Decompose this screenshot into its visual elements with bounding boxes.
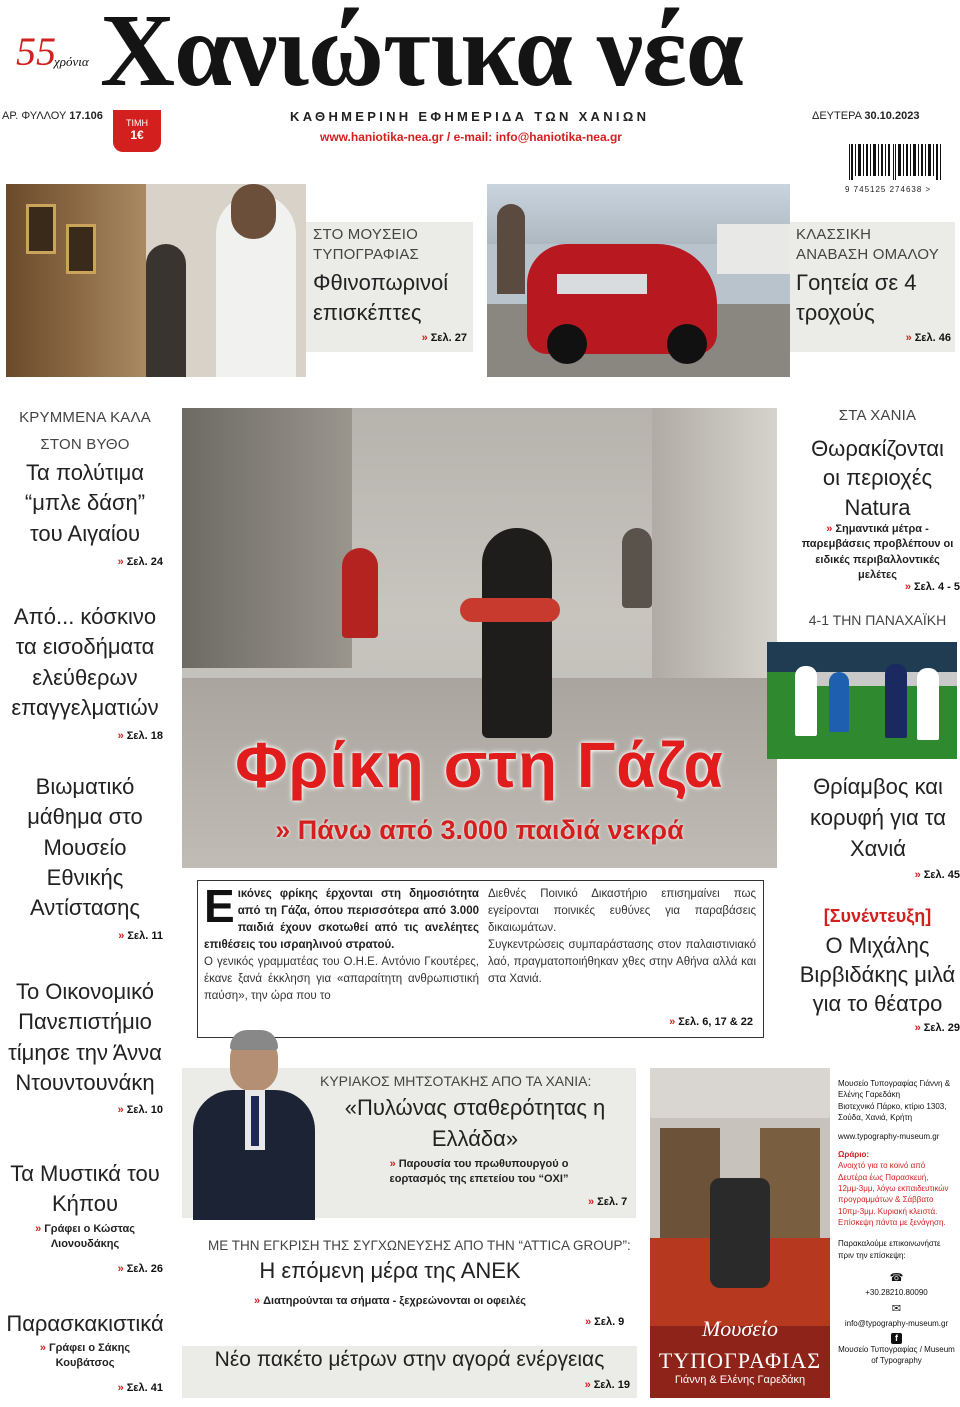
natura-story[interactable] [795, 405, 960, 595]
energy-ref: » Σελ. 19 [584, 1379, 630, 1391]
gaza-article-box[interactable] [197, 880, 764, 1038]
pm-sub: » Παρουσία του πρωθυπουργού ο εορτασμός της επετείου του “ΟΧΙ” [389, 1158, 569, 1186]
anek-sub: » Διατηρούνται τα σήματα - ξεχρεώνονται οι οφειλές [254, 1295, 526, 1307]
gaza-col-2 [488, 886, 756, 988]
freelancers-ref: » Σελ. 18 [117, 730, 163, 742]
barcode-digits: 9 745125 274638 > [845, 185, 932, 194]
university-headline: Το Οικονομικό Πανεπιστήμιο τίμησε την Άννα Ντουντουνάκη [8, 979, 162, 1096]
ad-name: Μουσείο Τυπογραφίας Γιάννη & Ελένης Γαρεδάκη [838, 1079, 951, 1100]
gaza-col-1 [204, 880, 479, 1005]
ad-email[interactable]: info@typography-museum.gr [844, 1318, 949, 1328]
classic-kicker: ΚΛΑΣΣΙΚΗ ΑΝΑΒΑΣΗ ΟΜΑΛΟΥ [796, 226, 939, 264]
paraskakistika-ref: » Σελ. 41 [117, 1382, 163, 1394]
football-headline: Θρίαμβος και κορυφή για τα Χανιά [810, 774, 946, 861]
classic-ref: » Σελ. 46 [905, 332, 951, 344]
garden-column[interactable] [0, 1159, 170, 1279]
paraskakistika-headline: Παρασκακιστικά [6, 1311, 164, 1336]
facebook-icon: f [891, 1333, 902, 1344]
ad-logo-sub: Γιάννη & Ελένης Γαρεδάκη [674, 1374, 806, 1386]
ad-address: Βιοτεχνικό Πάρκο, κτίριο 1303, Σούδα, Χανιά, Κρήτη [838, 1101, 947, 1123]
university-ref: » Σελ. 10 [117, 1104, 163, 1116]
museum-ad[interactable] [650, 1068, 955, 1398]
ad-website[interactable]: www.typography-museum.gr [838, 1132, 940, 1142]
issue-date [812, 110, 919, 122]
energy-story[interactable] [182, 1346, 637, 1398]
museum-teaser[interactable] [306, 222, 473, 352]
pm-ref: » Σελ. 7 [588, 1196, 628, 1208]
classic-headline: Γοητεία σε 4 τροχούς [796, 270, 917, 326]
price-badge [113, 110, 161, 152]
ad-info [838, 1078, 955, 1367]
football-photo [767, 642, 957, 759]
price-value: 1€ [130, 128, 144, 142]
energy-headline: Νέο πακέτο μέτρων στην αγορά ενέργειας [214, 1348, 605, 1371]
pm-headline: «Πυλώνας σταθερότητας η Ελλάδα» [344, 1095, 606, 1151]
paraskakistika-author: » Γράφει ο Σάκης Κουβάτσος [39, 1342, 131, 1370]
drop-cap: Ε [204, 880, 235, 932]
ad-hours: Ανοιχτό για το κοινό από Δευτέρα έως Παρασκευή, 12μμ-3μμ, λόγω εκπαιδευτικών προγραμμάτων & Σάββατο 10πμ-3μμ. Κυριακή κλειστά. Επίσκεψη πάντα με ξενάγηση. [838, 1161, 949, 1227]
day-label: ΔΕΥΤΕΡΑ [812, 110, 862, 122]
barcode [845, 144, 955, 192]
price-label: ΤΙΜΗ [126, 118, 148, 128]
natura-headline: Θωρακίζονται οι περιοχές Natura [811, 436, 944, 520]
gaza-lead: ικόνες φρίκης έρχονται στη δημοσιότητα από τη Γάζα, όπου περισσότερα από 3.000 παιδιά έχουν σκοτωθεί από τις ανελέητες επιθέσεις του ισραηλινού στρατού. [204, 888, 479, 952]
paraskakistika-column[interactable] [0, 1309, 170, 1399]
issue-info [2, 110, 103, 122]
museum-headline: Φθινοπωρινοί επισκέπτες [313, 270, 449, 326]
resistance-museum-ref: » Σελ. 11 [118, 930, 163, 942]
gaza-ref: » Σελ. 6, 17 & 22 [669, 1016, 753, 1028]
resistance-museum-headline: Βιωματικό μάθημα στο Μουσείο Εθνικής Αντίστασης [27, 774, 143, 921]
university-story[interactable] [0, 977, 170, 1122]
natura-kicker: ΣΤΑ ΧΑΝΙΑ [838, 407, 917, 424]
issue-number: 17.106 [69, 110, 103, 122]
tagline: ΚΑΘΗΜΕΡΙΝΗ ΕΦΗΜΕΡΙΔΑ ΤΩΝ ΧΑΝΙΩΝ [290, 109, 650, 124]
pm-kicker: ΚΥΡΙΑΚΟΣ ΜΗΤΣΟΤΑΚΗΣ ΑΠΟ ΤΑ ΧΑΝΙΑ: [320, 1073, 592, 1089]
ad-facebook[interactable]: Μουσείο Τυπογραφίας / Museum of Typography [838, 1344, 955, 1366]
football-story[interactable] [795, 772, 960, 884]
museum-ref: » Σελ. 27 [421, 332, 467, 344]
blue-forests-ref: » Σελ. 24 [117, 556, 163, 568]
ad-hours-title: Ωράριο: [838, 1149, 870, 1159]
natura-sub: » Σημαντικά μέτρα - παρεμβάσεις προβλέπουν οι ειδικές περιβαλλοντικές μελέτες [801, 523, 954, 582]
natura-ref: » Σελ. 4 - 5 [904, 581, 960, 593]
blue-forests-story[interactable] [0, 402, 170, 577]
interview-ref: » Σελ. 29 [914, 1022, 960, 1034]
garden-headline: Τα Μυστικά του Κήπου [10, 1161, 160, 1217]
anniversary-logo [12, 28, 94, 88]
freelancers-headline: Από... κόσκινο τα εισοδήματα ελεύθερων επαγγελματιών [11, 604, 159, 721]
phone-icon: ☎ [889, 1272, 904, 1285]
anniversary-word: χρόνια [54, 54, 89, 69]
anek-kicker: ΜΕ ΤΗΝ ΕΓΚΡΙΣΗ ΤΗΣ ΣΥΓΧΩΝΕΥΣΗΣ ΑΠΟ ΤΗΝ “ATTICA GROUP”: [208, 1238, 631, 1253]
anek-ref: » Σελ. 9 [585, 1316, 625, 1328]
classic-car-photo [487, 184, 790, 377]
interview-kicker: [Συνέντευξη] [823, 906, 932, 926]
barcode-bars [845, 144, 955, 180]
email-icon: ✉ [891, 1303, 902, 1315]
gaza-para-2: Διεθνές Ποινικό Δικαστήριο επισημαίνει πως εγείρονται ποινικές ευθύνες για παραβάσεις δικαιωμάτων. [488, 888, 756, 935]
ad-logo-script: Μουσείο [701, 1316, 779, 1341]
newspaper-title: Χανιώτικα νέα [100, 0, 743, 108]
gaza-para-3: Συγκεντρώσεις συμπαράστασης στον παλαιστινιακό λαό, πραγματοποιήθηκαν χθες στην Αθήνα αλλά και στα Χανιά. [488, 939, 756, 986]
freelancers-story[interactable] [0, 602, 170, 748]
website-email[interactable]: www.haniotika-nea.gr / e-mail: info@haniotika-nea.gr [320, 130, 622, 144]
pm-photo [185, 1030, 320, 1220]
ad-contact-note: Παρακαλούμε επικοινωνήστε πριν την επίσκεψη: [838, 1239, 941, 1260]
gaza-para-1: Ο γενικός γραμματέας του Ο.Η.Ε. Αντόνιο Γκουτέρες, έκανε ξανά έκκληση για «απαραίτητη ανθρωπιστική παύση», την ώρα που το [204, 956, 479, 1003]
ad-logo-main: ΤΥΠΟΓΡΑΦΙΑΣ [658, 1348, 822, 1373]
blue-forests-kicker: ΚΡΥΜΜΕΝΑ ΚΑΛΑ ΣΤΟΝ ΒΥΘΟ [19, 409, 151, 453]
ad-phone[interactable]: +30.28210.80090 [865, 1287, 928, 1297]
anniversary-number: 55 [16, 29, 56, 74]
football-ref: » Σελ. 45 [914, 869, 960, 881]
football-kicker: 4-1 ΤΗΝ ΠΑΝΑΧΑΪΚΗ [808, 612, 947, 628]
blue-forests-headline: Τα πολύτιμα “μπλε δάση” του Αιγαίου [24, 460, 146, 546]
classic-car-teaser[interactable] [790, 222, 955, 352]
museum-visitors-photo [6, 184, 306, 377]
issue-label: ΑΡ. ΦΥΛΛΟΥ [2, 110, 67, 122]
anek-story[interactable] [190, 1234, 635, 1334]
gaza-subhead: » Πάνω από 3.000 παιδιά νεκρά [275, 815, 684, 845]
date-value: 30.10.2023 [864, 110, 920, 122]
garden-ref: » Σελ. 26 [117, 1263, 163, 1275]
interview-story[interactable] [795, 906, 960, 1036]
anek-headline: Η επόμενη μέρα της ΑΝΕΚ [259, 1258, 521, 1283]
resistance-museum-story[interactable] [0, 772, 170, 947]
garden-author: » Γράφει ο Κώστας Λιονουδάκης [35, 1223, 135, 1251]
museum-kicker: ΣΤΟ ΜΟΥΣΕΙΟ ΤΥΠΟΓΡΑΦΙΑΣ [313, 226, 420, 264]
interview-headline: Ο Μιχάλης Βιρβιδάκης μιλά για το θέατρο [799, 933, 956, 1017]
gaza-headline: Φρίκη στη Γάζα [235, 729, 724, 801]
